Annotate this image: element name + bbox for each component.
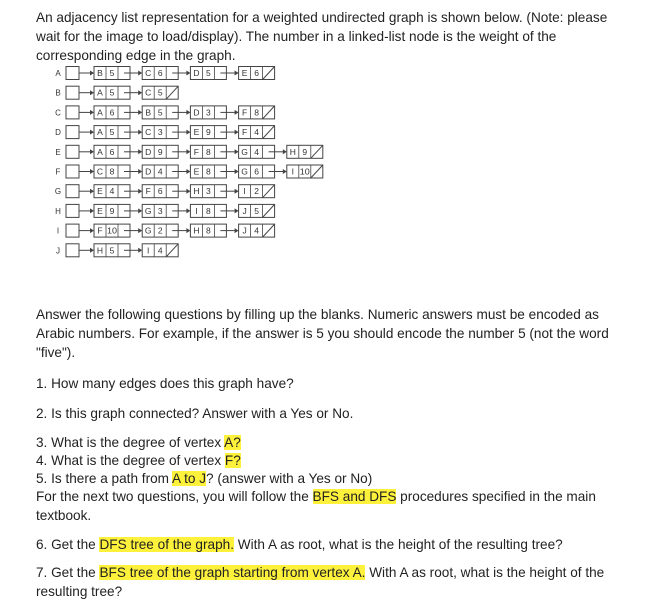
node-vertex: A bbox=[97, 127, 103, 138]
answer-instructions: Answer the following questions by filling up the blanks. Numeric answers must be encoded as Arabic numbers. For example, if the answer is 5 you should encode the number 5 (not the word "five"). bbox=[36, 307, 609, 360]
node-vertex: B bbox=[145, 107, 152, 118]
bfs-dfs-instructions bbox=[36, 487, 626, 525]
node-weight: 2 bbox=[254, 186, 259, 197]
node-vertex: I bbox=[147, 245, 150, 256]
node-weight: 4 bbox=[157, 166, 163, 177]
node-vertex: G bbox=[241, 166, 248, 177]
node-weight: 9 bbox=[109, 205, 115, 216]
arrow-head bbox=[138, 110, 142, 115]
arrow-head bbox=[90, 149, 94, 154]
arrow-head bbox=[138, 248, 142, 253]
node-vertex: E bbox=[97, 205, 103, 216]
node-vertex: F bbox=[241, 107, 248, 118]
arrow-head bbox=[235, 208, 239, 213]
arrow-head bbox=[138, 208, 142, 213]
node-vertex: D bbox=[193, 68, 200, 78]
node-vertex: E bbox=[193, 127, 200, 138]
node-weight: 6 bbox=[254, 166, 259, 177]
node-weight: 3 bbox=[206, 107, 211, 118]
node-vertex: C bbox=[145, 87, 152, 98]
node-weight: 6 bbox=[157, 186, 163, 197]
arrow-head bbox=[186, 228, 190, 233]
node-weight: 4 bbox=[109, 186, 115, 197]
node-vertex: J bbox=[242, 205, 247, 216]
node-vertex: A bbox=[97, 107, 103, 118]
node-weight: 8 bbox=[206, 146, 211, 157]
node-weight: 4 bbox=[157, 245, 163, 256]
question-3-text: 3. What is the degree of vertex bbox=[36, 435, 225, 450]
arrow-head bbox=[138, 90, 142, 95]
node-vertex: D bbox=[145, 146, 152, 157]
node-vertex: D bbox=[145, 166, 152, 177]
node-vertex: F bbox=[145, 186, 151, 197]
vertex-label: G bbox=[54, 187, 62, 197]
node-weight: 9 bbox=[206, 127, 211, 138]
arrow-head bbox=[138, 169, 142, 174]
node-weight: 8 bbox=[206, 225, 211, 236]
arrow-head bbox=[235, 130, 239, 135]
node-vertex: G bbox=[144, 205, 152, 216]
node-vertex: G bbox=[144, 225, 152, 236]
node-weight: 5 bbox=[109, 127, 115, 138]
adjacency-list-diagram bbox=[0, 0, 651, 290]
arrow-head bbox=[235, 71, 239, 76]
node-weight: 8 bbox=[254, 107, 259, 118]
vertex-label: C bbox=[55, 108, 61, 118]
arrow-head bbox=[283, 149, 287, 154]
arrow-head bbox=[186, 208, 190, 213]
node-vertex: E bbox=[97, 186, 103, 197]
node-weight: 5 bbox=[206, 68, 211, 78]
arrow-head bbox=[283, 169, 287, 174]
node-weight: 5 bbox=[157, 87, 163, 98]
arrow-head bbox=[235, 110, 239, 115]
node-weight: 6 bbox=[109, 146, 115, 157]
arrow-head bbox=[90, 248, 94, 253]
vertex-label: F bbox=[55, 167, 61, 177]
node-weight: 9 bbox=[157, 146, 163, 157]
node-vertex: C bbox=[145, 68, 152, 78]
node-vertex: H bbox=[289, 146, 296, 157]
node-vertex: F bbox=[97, 225, 103, 236]
bfs-dfs-text: For the next two questions, you will follow the bbox=[36, 489, 313, 504]
question-4 bbox=[36, 451, 626, 470]
arrow-head bbox=[90, 169, 94, 174]
node-vertex: I bbox=[195, 205, 198, 216]
node-weight: 5 bbox=[109, 245, 115, 256]
head-box bbox=[66, 204, 79, 217]
node-weight: 4 bbox=[254, 127, 259, 138]
arrow-head bbox=[90, 110, 94, 115]
arrow-head bbox=[186, 149, 190, 154]
question-3 bbox=[36, 433, 626, 452]
head-box bbox=[66, 185, 79, 198]
node-vertex: B bbox=[97, 68, 103, 78]
arrow-head bbox=[235, 149, 239, 154]
arrow-head bbox=[90, 189, 94, 194]
node-weight: 6 bbox=[254, 68, 259, 78]
question-5-text: 5. Is there a path from bbox=[36, 471, 173, 486]
node-weight: 3 bbox=[157, 205, 163, 216]
question-7-highlight: BFS tree of the graph starting from vertex A. bbox=[99, 565, 366, 580]
arrow-head bbox=[235, 169, 239, 174]
node-vertex: D bbox=[193, 107, 200, 118]
question-4-text: 4. What is the degree of vertex bbox=[36, 453, 225, 468]
node-vertex: F bbox=[241, 127, 248, 138]
question-4-highlight: F? bbox=[224, 453, 241, 468]
arrow-head bbox=[90, 228, 94, 233]
bfs-dfs-highlight: BFS and DFS bbox=[312, 489, 397, 504]
node-weight: 8 bbox=[109, 166, 115, 177]
node-vertex: J bbox=[242, 225, 247, 236]
arrow-head bbox=[90, 90, 94, 95]
question-7-text: 7. Get the bbox=[36, 565, 100, 580]
node-weight: 6 bbox=[109, 107, 115, 118]
node-vertex: G bbox=[241, 146, 248, 157]
head-box bbox=[66, 86, 79, 99]
node-weight: 6 bbox=[157, 68, 163, 78]
head-box bbox=[66, 106, 79, 119]
node-vertex: H bbox=[193, 225, 200, 236]
question-3-highlight: A? bbox=[224, 435, 241, 450]
node-vertex: C bbox=[145, 127, 152, 138]
node-vertex: I bbox=[243, 186, 246, 197]
vertex-label: E bbox=[55, 147, 61, 157]
question-2: 2. Is this graph connected? Answer with a Yes or No. bbox=[36, 406, 354, 421]
node-vertex: E bbox=[241, 68, 248, 78]
bfs-dfs-suffix: procedures specified in the main textbook. bbox=[36, 489, 596, 523]
arrow-head bbox=[138, 71, 142, 76]
arrow-head bbox=[138, 130, 142, 135]
node-weight: 10 bbox=[107, 225, 118, 236]
arrow-head bbox=[90, 71, 94, 76]
node-weight: 5 bbox=[109, 68, 115, 78]
intro-paragraph: An adjacency list representation for a weighted undirected graph is shown below. (Note: please wait for the image to load/display). The number in a linked-list node is the weight of the corresponding edge in the graph. bbox=[36, 10, 608, 63]
arrow-head bbox=[90, 208, 94, 213]
node-vertex: H bbox=[96, 245, 104, 256]
arrow-head bbox=[186, 189, 190, 194]
head-box bbox=[66, 67, 79, 80]
arrow-head bbox=[138, 228, 142, 233]
head-box bbox=[66, 145, 79, 158]
vertex-label: D bbox=[55, 128, 61, 138]
arrow-head bbox=[90, 130, 94, 135]
node-weight: 4 bbox=[254, 146, 259, 157]
node-weight: 3 bbox=[157, 127, 163, 138]
vertex-label: J bbox=[56, 246, 60, 256]
node-vertex: A bbox=[97, 87, 103, 98]
node-vertex: C bbox=[96, 166, 104, 177]
question-1: 1. How many edges does this graph have? bbox=[36, 376, 294, 391]
node-vertex: H bbox=[193, 186, 200, 197]
node-weight: 5 bbox=[157, 107, 163, 118]
question-6-highlight: DFS tree of the graph. bbox=[99, 537, 234, 552]
question-5 bbox=[36, 469, 626, 488]
node-weight: 9 bbox=[302, 146, 308, 157]
arrow-head bbox=[186, 110, 190, 115]
vertex-label: A bbox=[55, 69, 61, 78]
question-5-highlight: A to J bbox=[172, 471, 207, 486]
node-weight: 8 bbox=[206, 166, 211, 177]
question-6-text: 6. Get the bbox=[36, 537, 100, 552]
head-box bbox=[66, 224, 79, 237]
node-weight: 3 bbox=[206, 186, 211, 197]
arrow-head bbox=[235, 189, 239, 194]
question-6-suffix: With A as root, what is the height of the resulting tree? bbox=[233, 537, 563, 552]
arrow-head bbox=[138, 189, 142, 194]
head-box bbox=[66, 244, 79, 257]
vertex-label: I bbox=[56, 226, 60, 236]
node-weight: 5 bbox=[109, 87, 115, 98]
node-vertex: I bbox=[291, 166, 294, 177]
node-weight: 8 bbox=[206, 205, 211, 216]
arrow-head bbox=[138, 149, 142, 154]
question-7-suffix: With A as root, what is the height of the resulting tree? bbox=[36, 565, 605, 599]
question-7 bbox=[36, 563, 626, 601]
head-box bbox=[66, 165, 79, 178]
node-weight: 5 bbox=[254, 205, 259, 216]
arrow-head bbox=[186, 169, 190, 174]
arrow-head bbox=[186, 130, 190, 135]
arrow-head bbox=[235, 228, 239, 233]
vertex-label: H bbox=[55, 206, 61, 216]
arrow-head bbox=[186, 71, 190, 76]
node-weight: 10 bbox=[299, 166, 311, 177]
node-vertex: F bbox=[193, 146, 200, 157]
node-weight: 2 bbox=[157, 225, 163, 236]
node-vertex: A bbox=[97, 146, 103, 157]
head-box bbox=[66, 126, 79, 139]
node-vertex: E bbox=[193, 166, 200, 177]
question-5-suffix: ? (answer with a Yes or No) bbox=[206, 471, 373, 486]
question-6 bbox=[36, 535, 626, 554]
vertex-label: B bbox=[55, 88, 61, 98]
node-weight: 4 bbox=[254, 225, 259, 236]
